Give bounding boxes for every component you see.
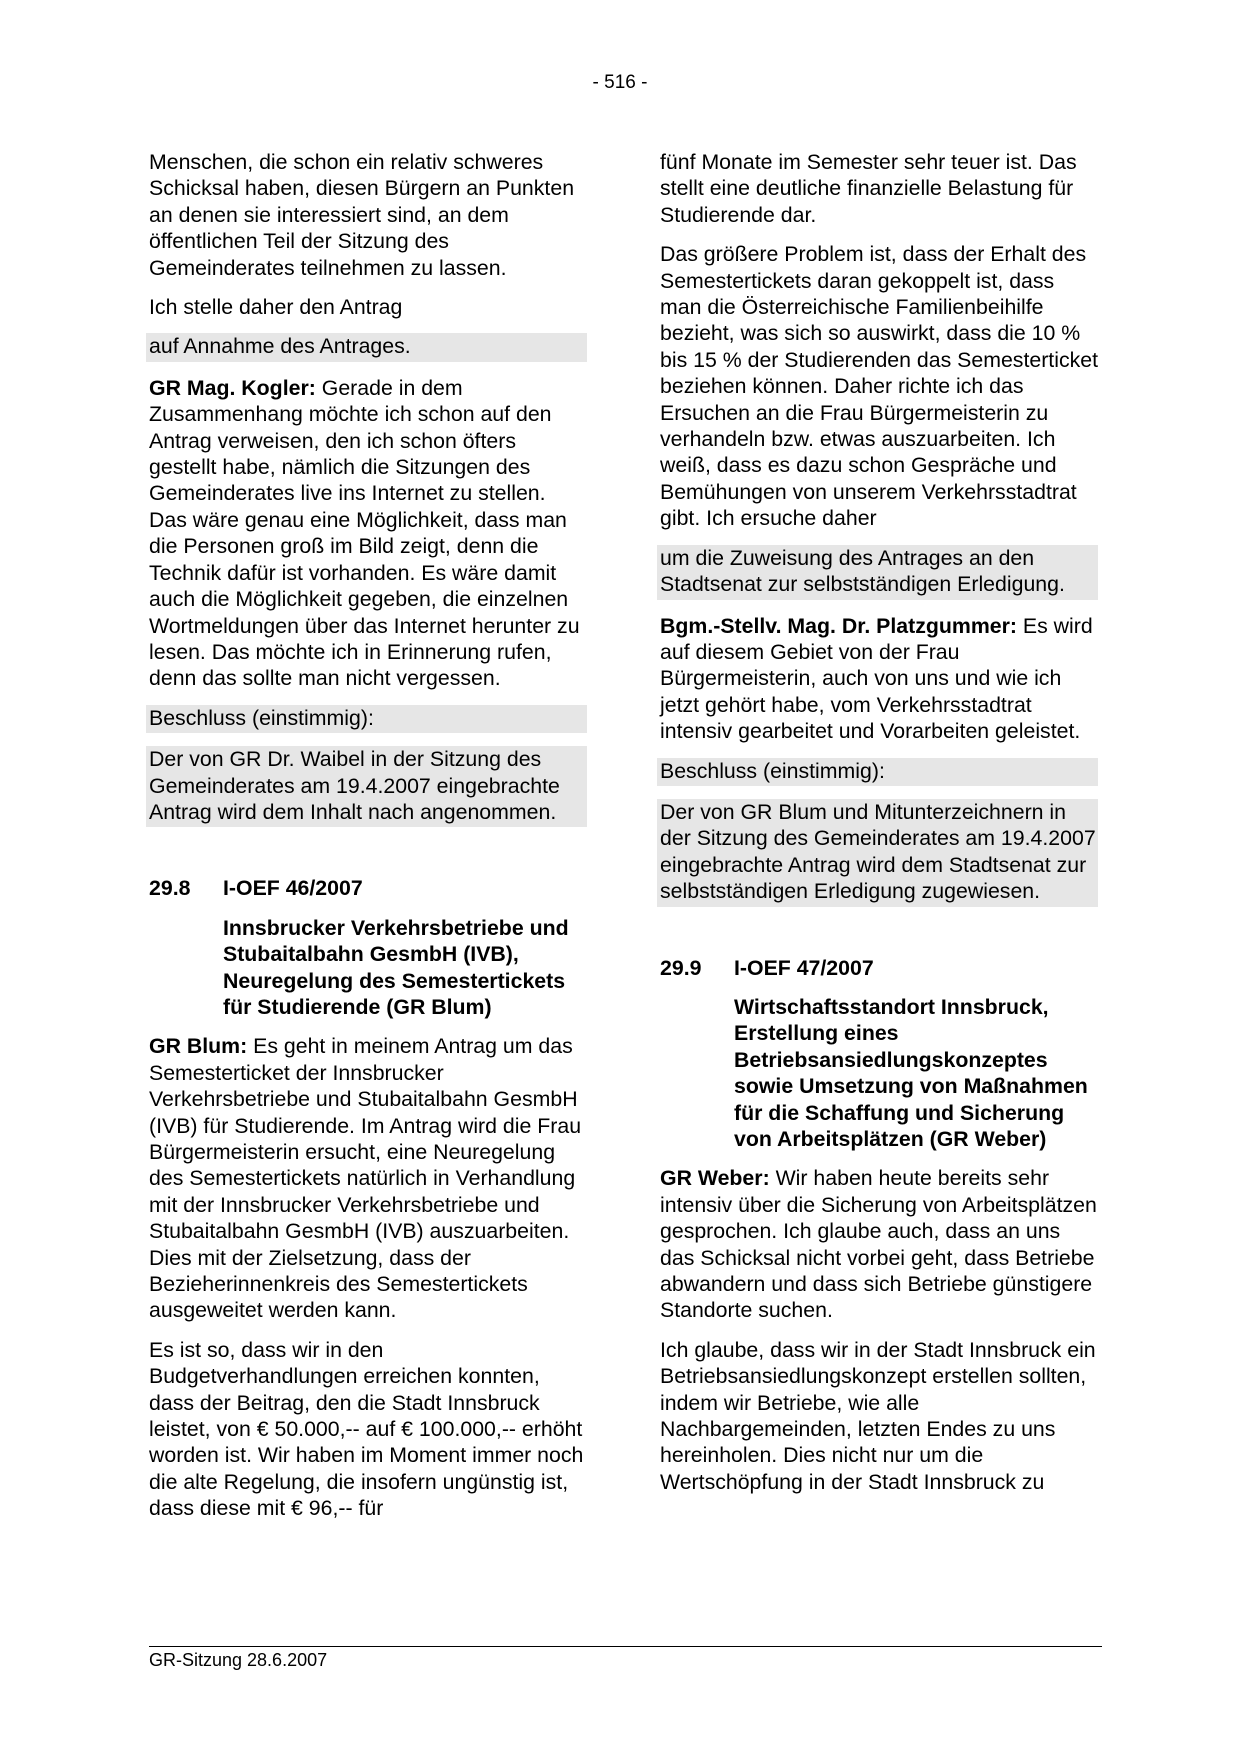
speaker-name: GR Blum:	[149, 1034, 248, 1059]
item-number: 29.9	[660, 955, 702, 980]
speech-text: Gerade in dem Zusammenhang möchte ich schon auf den Antrag verweisen, den ich schon öfters gestellt habe, nämlich die Sitzungen des Gemeinderates live ins Internet zu stellen. Das wäre genau eine Möglichkeit, dass man die Personen groß im Bild zeigt, denn die Technik dafür ist vorhanden. Es wäre damit auch die Möglichkeit gegeben, die einzelnen Wortmeldungen über das Internet herunter zu lesen. Das möchte ich in Erinnerung rufen, denn das sollte man nicht vergessen.	[149, 375, 580, 691]
motion-box: um die Zuweisung des Antrages an den Stadtsenat zur selbstständigen Erledigung.	[657, 545, 1098, 600]
speaker-name: GR Weber:	[660, 1166, 770, 1191]
speech-text: Wir haben heute bereits sehr intensiv über die Sicherung von Arbeitsplätzen gesprochen. Ich glaube auch, dass an uns das Schicksal nicht vorbei geht, dass Betriebe abwandern und dass sich Betriebe günstigere Standorte suchen.	[660, 1166, 1097, 1323]
speech-weber	[660, 1165, 1098, 1323]
motion-box: auf Annahme des Antrages.	[146, 333, 587, 361]
speech-platzgummer	[660, 613, 1098, 745]
right-column	[660, 149, 1098, 1508]
speaker-name: Bgm.-Stellv. Mag. Dr. Platzgummer:	[660, 613, 1017, 638]
left-column	[149, 149, 587, 1535]
item-code: I-OEF 46/2007	[223, 876, 363, 901]
item-title: Innsbrucker Verkehrsbetriebe und Stubaitalbahn GesmbH (IVB), Neuregelung des Semestertickets für Studierende (GR Blum)	[223, 915, 569, 1019]
speech-kogler	[149, 375, 587, 692]
speech-text: Es wird auf diesem Gebiet von der Frau Bürgermeisterin, auch von uns und wie ich jetzt gehört habe, vom Verkehrsstadtrat intensiv gearbeitet und Vorarbeiten geleistet.	[660, 613, 1093, 744]
footer-text: GR-Sitzung 28.6.2007	[149, 1650, 328, 1670]
paragraph: Ich stelle daher den Antrag	[149, 295, 403, 320]
paragraph: fünf Monate im Semester sehr teuer ist. Das stellt eine deutliche finanzielle Belastung für Studierende dar.	[660, 150, 1077, 227]
item-number: 29.8	[149, 876, 191, 901]
resolution-label: Beschluss (einstimmig):	[657, 758, 1098, 786]
resolution-label: Beschluss (einstimmig):	[146, 705, 587, 733]
paragraph: Es ist so, dass wir in den Budgetverhandlungen erreichen konnten, dass der Beitrag, den die Stadt Innsbruck leistet, von € 50.000,-- auf € 100.000,-- erhöht worden ist. Wir haben im Moment immer noch die alte Regelung, die insofern ungünstig ist, dass diese mit € 96,-- für	[149, 1337, 584, 1521]
item-title: Wirtschaftsstandort Innsbruck, Erstellung eines Betriebsansiedlungskonzeptes sowie Umsetzung von Maßnahmen für die Schaffung und Sicherung von Arbeitsplätzen (GR Weber)	[734, 994, 1088, 1151]
resolution-text: Der von GR Blum und Mitunterzeichnern in der Sitzung des Gemeinderates am 19.4.2007 eingebrachte Antrag wird dem Stadtsenat zur selbstständigen Erledigung zugewiesen.	[657, 799, 1098, 907]
item-code: I-OEF 47/2007	[734, 955, 874, 980]
resolution-text: Der von GR Dr. Waibel in der Sitzung des Gemeinderates am 19.4.2007 eingebrachte Antrag wird dem Inhalt nach angenommen.	[146, 746, 587, 827]
paragraph: Das größere Problem ist, dass der Erhalt des Semestertickets daran gekoppelt ist, dass man die Österreichische Familienbeihilfe bezieht, was sich so auswirkt, dass die 10 % bis 15 % der Studierenden das Semesterticket beziehen können. Daher richte ich das Ersuchen an die Frau Bürgermeisterin zu verhandeln bzw. etwas auszuarbeiten. Ich weiß, dass es dazu schon Gespräche und Bemühungen von unserem Verkehrsstadtrat gibt. Ich ersuche daher	[660, 242, 1099, 531]
agenda-item-29-9	[660, 955, 1098, 1153]
footer-divider	[149, 1646, 1102, 1647]
item-heading	[149, 875, 587, 901]
page-number: - 516 -	[592, 72, 648, 93]
agenda-item-29-8	[149, 875, 587, 1020]
speech-blum	[149, 1033, 587, 1323]
item-heading	[660, 955, 1098, 981]
paragraph: Ich glaube, dass wir in der Stadt Innsbruck ein Betriebsansiedlungskonzept erstellen sollten, indem wir Betriebe, wie alle Nachbargemeinden, letzten Endes zu uns hereinholen. Dies nicht nur um die Wertschöpfung in der Stadt Innsbruck zu	[660, 1337, 1096, 1494]
speaker-name: GR Mag. Kogler:	[149, 375, 316, 400]
speech-text: Es geht in meinem Antrag um das Semesterticket der Innsbrucker Verkehrsbetriebe und Stubaitalbahn GesmbH (IVB) für Studierende. Im Antrag wird die Frau Bürgermeisterin ersucht, eine Neuregelung des Semestertickets natürlich in Verhandlung mit der Innsbrucker Verkehrsbetriebe und Stubaitalbahn GesmbH (IVB) auszuarbeiten. Dies mit der Zielsetzung, dass der Bezieherinnenkreis des Semestertickets ausgeweitet werden kann.	[149, 1034, 582, 1323]
paragraph: Menschen, die schon ein relativ schweres Schicksal haben, diesen Bürgern an Punkten an denen sie interessiert sind, an dem öffentlichen Teil der Sitzung des Gemeinderates teilnehmen zu lassen.	[149, 150, 575, 280]
